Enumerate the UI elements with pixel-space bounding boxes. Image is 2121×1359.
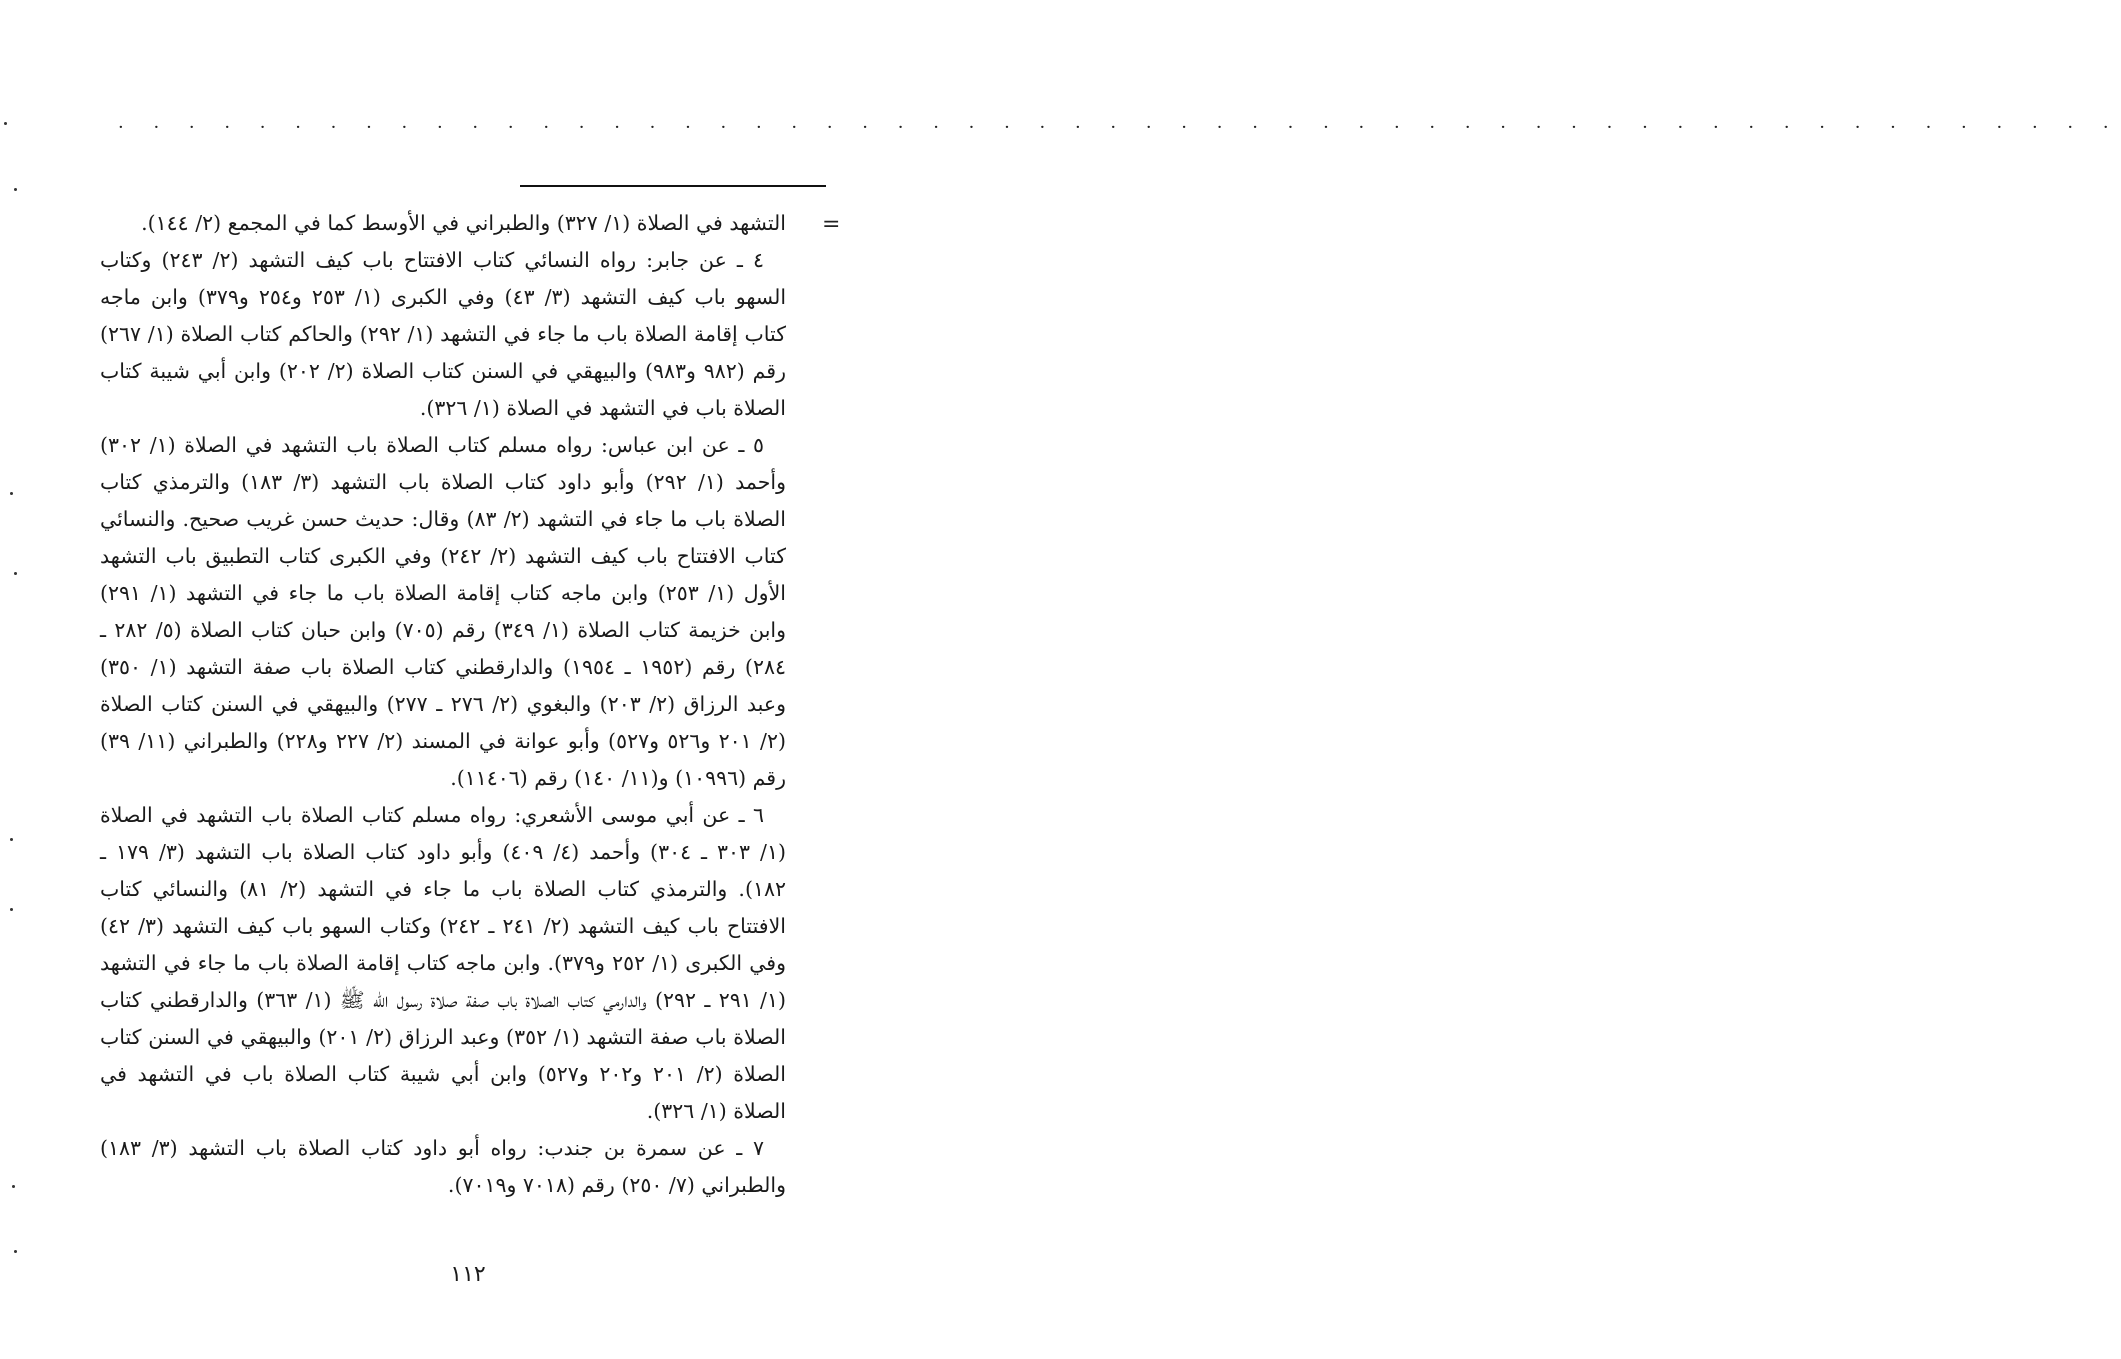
scan-speck <box>4 122 7 125</box>
scan-speck <box>12 1185 15 1188</box>
scan-speck <box>10 492 13 495</box>
scan-speck <box>14 1250 17 1253</box>
footnotes-body <box>100 205 786 1204</box>
scan-speck <box>14 188 17 191</box>
footnote-item-7: ٧ ـ عن سمرة بن جندب: رواه أبو داود كتاب الصلاة باب التشهد (٣/ ١٨٣) والطبراني (٧/ ٢٥٠) رقم (٧٠١٨ و٧٠١٩). <box>100 1136 786 1197</box>
footnote-item-5: ٥ ـ عن ابن عباس: رواه مسلم كتاب الصلاة باب التشهد في الصلاة (١/ ٣٠٢) وأحمد (١/ ٢٩٢) وأبو داود كتاب الصلاة باب التشهد (٣/ ١٨٣) والترمذي كتاب الصلاة باب ما جاء في التشهد (٢/ ٨٣) وقال: حديث حسن غريب صحيح. والنسائي كتاب الافتتاح باب كيف التشهد (٢/ ٢٤٢) وفي الكبرى كتاب التطبيق باب التشهد الأول (١/ ٢٥٣) وابن ماجه كتاب إقامة الصلاة باب ما جاء في التشهد (١/ ٢٩١) وابن خزيمة كتاب الصلاة (١/ ٣٤٩) رقم (٧٠٥) وابن حبان كتاب الصلاة (٥/ ٢٨٢ ـ ٢٨٤) رقم (١٩٥٢ ـ ١٩٥٤) والدارقطني كتاب الصلاة باب صفة التشهد (١/ ٣٥٠) وعبد الرزاق (٢/ ٢٠٣) والبغوي (٢/ ٢٧٦ ـ ٢٧٧) والبيهقي في السنن كتاب الصلاة (٢/ ٢٠١ و٥٢٦ و٥٢٧) وأبو عوانة في المسند (٢/ ٢٢٧ و٢٢٨) والطبراني (١١/ ٣٩) رقم (١٠٩٩٦) و(١١/ ١٤٠) رقم (١١٤٠٦). <box>100 433 786 790</box>
page-number: ١١٢ <box>450 1262 486 1287</box>
footnote-item-6: ٦ ـ عن أبي موسى الأشعري: رواه مسلم كتاب الصلاة باب التشهد في الصلاة (١/ ٣٠٣ ـ ٣٠٤) وأحمد (٤/ ٤٠٩) وأبو داود كتاب الصلاة باب التشهد (٣/ ١٧٩ ـ ١٨٢). والترمذي كتاب الصلاة باب ما جاء في التشهد (٢/ ٨١) والنسائي كتاب الافتتاح باب كيف التشهد (٢/ ٢٤١ ـ ٢٤٢) وكتاب السهو باب كيف التشهد (٣/ ٤٢) وفي الكبرى (١/ ٢٥٢ و٣٧٩). وابن ماجه كتاب إقامة الصلاة باب ما جاء في التشهد (١/ ٢٩١ ـ ٢٩٢) والدارمي كتاب الصلاة باب صفة صلاة رسول الله ﷺ (١/ ٣٦٣) والدارقطني كتاب الصلاة باب صفة التشهد (١/ ٣٥٢) وعبد الرزاق (٢/ ٢٠١) والبيهقي في السنن كتاب الصلاة (٢/ ٢٠١ و٢٠٢ و٥٢٧) وابن أبي شيبة كتاب الصلاة باب في التشهد في الصلاة (١/ ٣٢٦). <box>100 803 786 1123</box>
continuation-marker: = <box>822 212 841 237</box>
footnote-item-4: ٤ ـ عن جابر: رواه النسائي كتاب الافتتاح باب كيف التشهد (٢/ ٢٤٣) وكتاب السهو باب كيف التشهد (٣/ ٤٣) وفي الكبرى (١/ ٢٥٣ و٢٥٤ و٣٧٩) وابن ماجه كتاب إقامة الصلاة باب ما جاء في التشهد (١/ ٢٩٢) والحاكم كتاب الصلاة (١/ ٢٦٧) رقم (٩٨٢ و٩٨٣) والبيهقي في السنن كتاب الصلاة (٢/ ٢٠٢) وابن أبي شيبة كتاب الصلاة باب في التشهد في الصلاة (١/ ٣٢٦). <box>100 248 787 420</box>
footnote-continuation: التشهد في الصلاة (١/ ٣٢٧) والطبراني في الأوسط كما في المجمع (٢/ ١٤٤). <box>141 211 786 235</box>
scan-speck <box>10 838 13 841</box>
scan-speck <box>14 572 17 575</box>
scan-speck <box>10 908 13 911</box>
footnote-rule <box>520 185 826 187</box>
footnote-separator-dots: · · · · · · · · · · · · · · · · · · · · · · · · · · · · · · · · · · · · · · · · · · · · · · · · · · · · · · · · · <box>118 117 2121 138</box>
